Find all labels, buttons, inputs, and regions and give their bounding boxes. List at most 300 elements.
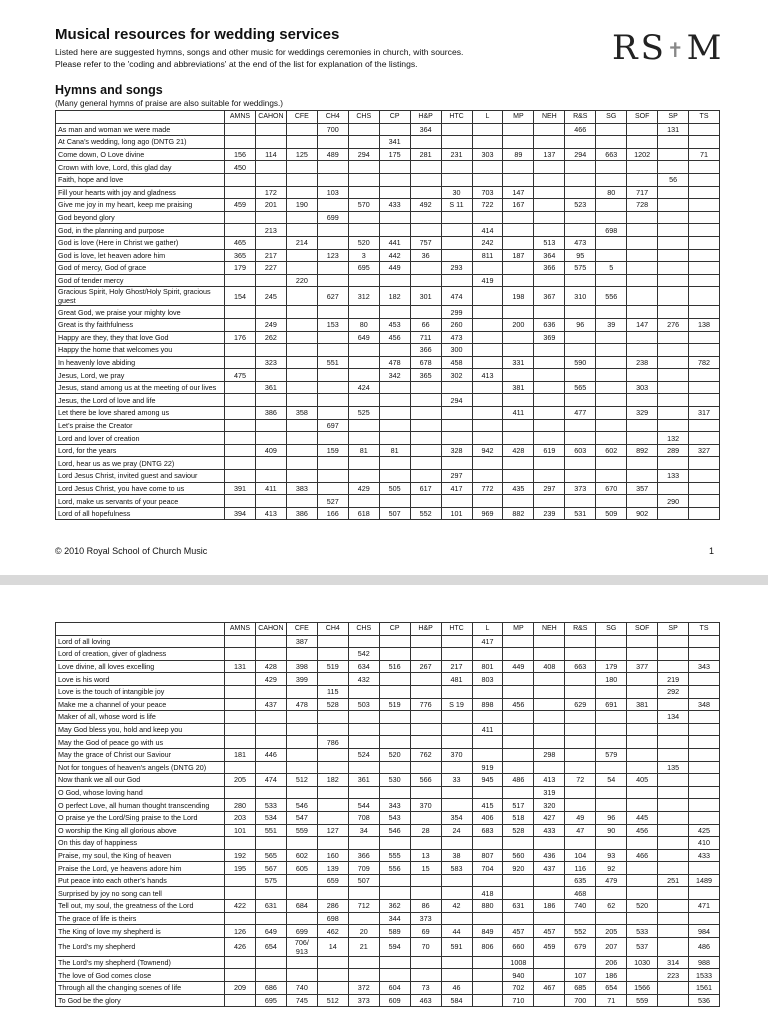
source-number-cell	[317, 635, 348, 648]
source-number-cell	[627, 419, 658, 432]
source-number-cell: 449	[379, 262, 410, 275]
source-number-cell	[225, 123, 256, 136]
hymn-title-cell: Lord of all loving	[56, 635, 225, 648]
source-number-cell: 518	[503, 811, 534, 824]
source-number-cell	[596, 381, 627, 394]
hymn-title-cell: Happy the home that welcomes you	[56, 344, 225, 357]
source-number-cell	[472, 837, 503, 850]
source-number-cell	[379, 495, 410, 508]
source-number-cell: 565	[255, 849, 286, 862]
source-number-cell: 536	[689, 994, 720, 1007]
source-number-cell	[225, 685, 256, 698]
source-number-cell: 489	[317, 148, 348, 161]
source-number-cell: 5	[596, 262, 627, 275]
source-number-cell	[503, 761, 534, 774]
source-number-cell	[627, 262, 658, 275]
source-number-cell	[441, 432, 472, 445]
source-number-cell: 634	[348, 660, 379, 673]
source-number-cell: 459	[534, 937, 565, 956]
source-number-cell: 712	[348, 900, 379, 913]
source-number-cell: 213	[255, 224, 286, 237]
hymn-title-cell: Lord, hear us as we pray (DNTG 22)	[56, 457, 225, 470]
source-number-cell	[225, 186, 256, 199]
source-number-cell	[472, 331, 503, 344]
source-number-cell: 702	[503, 982, 534, 995]
source-number-cell	[225, 419, 256, 432]
hymn-title-cell: The King of love my shepherd is	[56, 925, 225, 938]
source-number-cell: 366	[348, 849, 379, 862]
source-number-cell	[225, 407, 256, 420]
source-number-cell	[689, 381, 720, 394]
source-number-cell	[286, 912, 317, 925]
source-number-cell	[255, 711, 286, 724]
source-number-cell	[255, 344, 286, 357]
source-number-cell: 299	[441, 306, 472, 319]
source-number-cell	[348, 394, 379, 407]
source-number-cell: 503	[348, 698, 379, 711]
source-number-cell	[689, 419, 720, 432]
hymn-title-cell: Now thank we all our God	[56, 774, 225, 787]
source-number-cell	[410, 161, 441, 174]
source-number-cell: 227	[255, 262, 286, 275]
source-number-cell	[225, 444, 256, 457]
source-number-cell	[317, 887, 348, 900]
source-number-cell: 1008	[503, 956, 534, 969]
source-number-cell	[689, 635, 720, 648]
hymn-title-cell: Crown with love, Lord, this glad day	[56, 161, 225, 174]
source-number-cell	[410, 635, 441, 648]
source-number-cell: 988	[689, 956, 720, 969]
table-row	[56, 811, 720, 824]
source-number-cell: 71	[689, 148, 720, 161]
source-number-cell	[255, 956, 286, 969]
source-number-cell	[534, 723, 565, 736]
source-number-cell	[225, 698, 256, 711]
source-number-cell	[255, 685, 286, 698]
table-row	[56, 394, 720, 407]
source-number-cell: 394	[225, 507, 256, 520]
source-number-cell: 602	[596, 444, 627, 457]
source-number-cell	[317, 274, 348, 287]
source-number-cell	[441, 711, 472, 724]
source-number-cell	[286, 173, 317, 186]
source-number-cell: 135	[658, 761, 689, 774]
source-number-cell: 93	[596, 849, 627, 862]
source-number-cell: 428	[255, 660, 286, 673]
table-row	[56, 994, 720, 1007]
source-number-cell	[286, 874, 317, 887]
source-number-cell	[255, 786, 286, 799]
header-cell: HTC	[441, 111, 472, 124]
source-number-cell	[410, 673, 441, 686]
source-number-cell	[658, 648, 689, 661]
source-number-cell	[596, 407, 627, 420]
source-number-cell	[379, 786, 410, 799]
source-number-cell	[379, 887, 410, 900]
source-number-cell	[658, 982, 689, 995]
source-number-cell	[225, 994, 256, 1007]
source-number-cell: 319	[534, 786, 565, 799]
source-number-cell: 314	[658, 956, 689, 969]
source-number-cell: 762	[410, 748, 441, 761]
source-number-cell	[627, 287, 658, 306]
source-number-cell	[286, 224, 317, 237]
source-number-cell	[596, 736, 627, 749]
source-number-cell	[255, 495, 286, 508]
logo-text-right: M	[686, 28, 725, 68]
source-number-cell: 528	[317, 698, 348, 711]
source-number-cell	[534, 173, 565, 186]
source-number-cell: 551	[255, 824, 286, 837]
source-number-cell	[225, 356, 256, 369]
table-row	[56, 887, 720, 900]
source-number-cell	[534, 994, 565, 1007]
source-number-cell	[503, 136, 534, 149]
source-number-cell: 92	[596, 862, 627, 875]
source-number-cell: 546	[379, 824, 410, 837]
source-number-cell	[379, 673, 410, 686]
source-number-cell: 409	[255, 444, 286, 457]
source-number-cell	[503, 331, 534, 344]
source-number-cell: 1489	[689, 874, 720, 887]
source-number-cell	[348, 211, 379, 224]
source-number-cell	[410, 224, 441, 237]
source-number-cell: 201	[255, 199, 286, 212]
source-number-cell	[441, 685, 472, 698]
source-number-cell: 575	[255, 874, 286, 887]
source-number-cell	[379, 874, 410, 887]
source-number-cell	[534, 407, 565, 420]
table-row	[56, 444, 720, 457]
source-number-cell	[472, 173, 503, 186]
source-number-cell	[255, 173, 286, 186]
source-number-cell: 71	[596, 994, 627, 1007]
source-number-cell: 940	[503, 969, 534, 982]
source-number-cell	[627, 799, 658, 812]
source-number-cell: 20	[348, 925, 379, 938]
source-number-cell: 187	[503, 249, 534, 262]
source-number-cell: 516	[379, 660, 410, 673]
hymn-title-cell: O praise ye the Lord/Sing praise to the Lord	[56, 811, 225, 824]
source-number-cell	[503, 470, 534, 483]
table-header-row	[56, 623, 720, 636]
source-number-cell: 709	[348, 862, 379, 875]
source-number-cell: 449	[503, 660, 534, 673]
source-number-cell: 294	[348, 148, 379, 161]
source-number-cell	[472, 161, 503, 174]
source-number-cell	[317, 161, 348, 174]
source-number-cell	[658, 849, 689, 862]
hymn-title-cell: In heavenly love abiding	[56, 356, 225, 369]
hymn-title-cell: At Cana’s wedding, long ago (DNTG 21)	[56, 136, 225, 149]
source-number-cell	[565, 224, 596, 237]
source-number-cell	[379, 407, 410, 420]
source-number-cell	[379, 470, 410, 483]
source-number-cell: 251	[658, 874, 689, 887]
source-number-cell: 635	[565, 874, 596, 887]
source-number-cell	[565, 736, 596, 749]
source-number-cell	[658, 331, 689, 344]
source-number-cell: 654	[596, 982, 627, 995]
source-number-cell	[472, 136, 503, 149]
source-number-cell	[225, 457, 256, 470]
table-row	[56, 799, 720, 812]
source-number-cell	[225, 344, 256, 357]
source-number-cell	[596, 236, 627, 249]
source-number-cell: 619	[534, 444, 565, 457]
source-number-cell	[565, 685, 596, 698]
source-number-cell	[472, 748, 503, 761]
source-number-cell: 698	[317, 912, 348, 925]
source-number-cell	[503, 887, 534, 900]
source-number-cell	[410, 419, 441, 432]
source-number-cell: 373	[410, 912, 441, 925]
source-number-cell	[286, 287, 317, 306]
source-number-cell	[658, 736, 689, 749]
source-number-cell	[565, 136, 596, 149]
source-number-cell	[286, 444, 317, 457]
table-row	[56, 432, 720, 445]
source-number-cell	[658, 274, 689, 287]
source-number-cell: 411	[472, 723, 503, 736]
source-number-cell	[472, 394, 503, 407]
source-number-cell: 776	[410, 698, 441, 711]
source-number-cell: 902	[627, 507, 658, 520]
table-row	[56, 331, 720, 344]
source-number-cell	[441, 969, 472, 982]
source-number-cell	[689, 786, 720, 799]
source-number-cell: 293	[441, 262, 472, 275]
intro-text	[55, 46, 615, 70]
source-number-cell	[627, 211, 658, 224]
source-number-cell: 413	[472, 369, 503, 382]
source-number-cell	[565, 799, 596, 812]
source-number-cell	[596, 887, 627, 900]
source-number-cell	[689, 748, 720, 761]
source-number-cell	[225, 648, 256, 661]
source-number-cell: 414	[472, 224, 503, 237]
source-number-cell	[658, 786, 689, 799]
source-number-cell: 512	[286, 774, 317, 787]
source-number-cell: 880	[472, 900, 503, 913]
source-number-cell	[410, 470, 441, 483]
source-number-cell: 220	[286, 274, 317, 287]
source-number-cell	[503, 236, 534, 249]
source-number-cell	[286, 685, 317, 698]
source-number-cell: 453	[379, 318, 410, 331]
source-number-cell	[689, 761, 720, 774]
source-number-cell: 575	[565, 262, 596, 275]
source-number-cell: 691	[596, 698, 627, 711]
table-row	[56, 161, 720, 174]
source-number-cell	[286, 495, 317, 508]
source-number-cell: 473	[565, 236, 596, 249]
source-number-cell	[534, 761, 565, 774]
source-number-cell: 527	[317, 495, 348, 508]
source-number-cell	[472, 736, 503, 749]
source-number-cell	[627, 236, 658, 249]
source-number-cell	[379, 956, 410, 969]
table-row	[56, 457, 720, 470]
source-number-cell	[689, 482, 720, 495]
source-number-cell	[689, 736, 720, 749]
source-number-cell	[627, 887, 658, 900]
source-number-cell	[410, 761, 441, 774]
source-number-cell	[225, 711, 256, 724]
table-row	[56, 648, 720, 661]
source-number-cell	[255, 306, 286, 319]
hymn-title-cell: Lord of all hopefulness	[56, 507, 225, 520]
source-number-cell	[379, 685, 410, 698]
source-number-cell: 542	[348, 648, 379, 661]
source-number-cell	[225, 912, 256, 925]
source-number-cell	[286, 318, 317, 331]
source-number-cell	[410, 136, 441, 149]
source-number-cell	[317, 470, 348, 483]
source-number-cell	[596, 912, 627, 925]
source-number-cell	[534, 711, 565, 724]
source-number-cell: 294	[441, 394, 472, 407]
source-number-cell: 602	[286, 849, 317, 862]
table-row	[56, 711, 720, 724]
source-number-cell	[658, 482, 689, 495]
source-number-cell: 463	[410, 994, 441, 1007]
source-number-cell	[534, 698, 565, 711]
source-number-cell: 342	[379, 369, 410, 382]
source-number-cell: 411	[503, 407, 534, 420]
source-number-cell	[348, 956, 379, 969]
source-number-cell	[441, 956, 472, 969]
source-number-cell: 413	[534, 774, 565, 787]
source-number-cell	[441, 274, 472, 287]
header-cell: R&S	[565, 111, 596, 124]
hymn-title-cell: Let there be love shared among us	[56, 407, 225, 420]
source-number-cell: 276	[658, 318, 689, 331]
source-number-cell: 373	[565, 482, 596, 495]
source-number-cell: 405	[627, 774, 658, 787]
source-number-cell	[627, 161, 658, 174]
source-number-cell	[503, 837, 534, 850]
source-number-cell: 114	[255, 148, 286, 161]
source-number-cell: 429	[255, 673, 286, 686]
source-number-cell: 450	[225, 161, 256, 174]
source-number-cell	[286, 356, 317, 369]
source-number-cell	[286, 736, 317, 749]
source-number-cell	[565, 369, 596, 382]
source-number-cell	[286, 186, 317, 199]
source-number-cell	[534, 912, 565, 925]
source-number-cell	[317, 786, 348, 799]
source-number-cell	[255, 887, 286, 900]
source-number-cell	[689, 224, 720, 237]
source-number-cell	[658, 199, 689, 212]
source-number-cell	[348, 161, 379, 174]
source-number-cell	[348, 457, 379, 470]
source-number-cell: 432	[348, 673, 379, 686]
source-number-cell	[534, 495, 565, 508]
source-number-cell	[441, 495, 472, 508]
source-number-cell	[658, 635, 689, 648]
source-number-cell	[379, 969, 410, 982]
source-number-cell	[317, 369, 348, 382]
source-number-cell: 849	[472, 925, 503, 938]
source-number-cell	[348, 723, 379, 736]
hymn-table-page-1	[55, 110, 720, 520]
source-number-cell: 73	[410, 982, 441, 995]
source-number-cell: 475	[225, 369, 256, 382]
source-number-cell	[658, 925, 689, 938]
source-number-cell	[565, 331, 596, 344]
source-number-cell	[317, 673, 348, 686]
table-row	[56, 318, 720, 331]
source-number-cell	[410, 274, 441, 287]
source-number-cell	[472, 470, 503, 483]
source-number-cell: 415	[472, 799, 503, 812]
source-number-cell: 474	[441, 287, 472, 306]
hymn-title-cell: Lord, for the years	[56, 444, 225, 457]
source-number-cell: 80	[348, 318, 379, 331]
source-number-cell	[348, 136, 379, 149]
header-cell: CHS	[348, 111, 379, 124]
source-number-cell	[379, 761, 410, 774]
table-row	[56, 900, 720, 913]
source-number-cell	[255, 837, 286, 850]
source-number-cell	[286, 249, 317, 262]
source-number-cell: 520	[379, 748, 410, 761]
source-number-cell: 457	[503, 925, 534, 938]
table-row	[56, 698, 720, 711]
source-number-cell	[379, 837, 410, 850]
source-number-cell	[286, 470, 317, 483]
source-number-cell: 685	[565, 982, 596, 995]
header-cell: SOF	[627, 623, 658, 636]
source-number-cell: 1202	[627, 148, 658, 161]
source-number-cell	[658, 912, 689, 925]
source-number-cell	[379, 635, 410, 648]
source-number-cell	[627, 495, 658, 508]
source-number-cell	[658, 507, 689, 520]
source-number-cell	[627, 123, 658, 136]
source-number-cell	[627, 748, 658, 761]
source-number-cell	[658, 774, 689, 787]
source-number-cell	[503, 685, 534, 698]
source-number-cell	[658, 249, 689, 262]
source-number-cell	[627, 635, 658, 648]
source-number-cell: 745	[286, 994, 317, 1007]
source-number-cell	[348, 419, 379, 432]
source-number-cell: 782	[689, 356, 720, 369]
source-number-cell: 663	[565, 660, 596, 673]
source-number-cell: 364	[534, 249, 565, 262]
header-cell: CAHON	[255, 111, 286, 124]
source-number-cell	[348, 173, 379, 186]
table-row	[56, 407, 720, 420]
source-number-cell	[658, 748, 689, 761]
hymn-title-cell: God is love (Here in Christ we gather)	[56, 236, 225, 249]
source-number-cell	[441, 723, 472, 736]
source-number-cell: 302	[441, 369, 472, 382]
source-number-cell: 629	[565, 698, 596, 711]
source-number-cell	[317, 457, 348, 470]
source-number-cell: 429	[348, 482, 379, 495]
table-row	[56, 249, 720, 262]
header-cell: SG	[596, 623, 627, 636]
source-number-cell	[441, 236, 472, 249]
source-number-cell: 433	[534, 824, 565, 837]
source-number-cell: 486	[689, 937, 720, 956]
source-number-cell: 589	[379, 925, 410, 938]
source-number-cell	[658, 211, 689, 224]
